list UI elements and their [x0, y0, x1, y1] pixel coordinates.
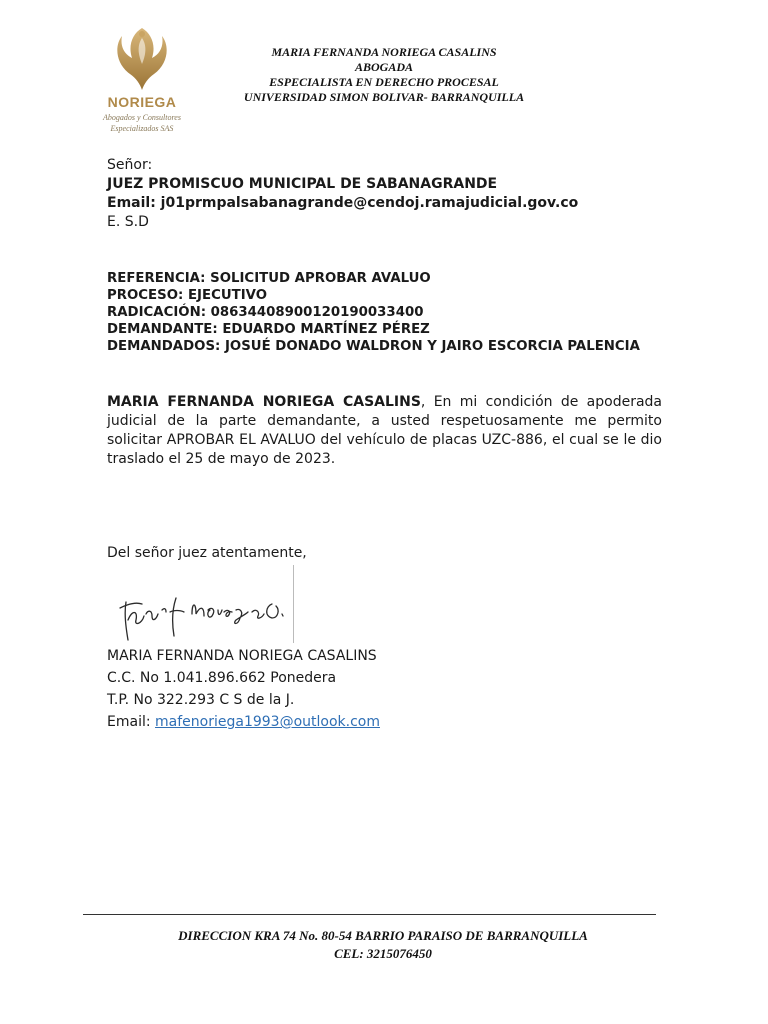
closing-line: Del señor juez atentamente,: [107, 545, 307, 561]
signer-email-line: [107, 711, 662, 733]
phoenix-logo-icon: [110, 24, 174, 92]
reference-defendants: DEMANDADOS: JOSUÉ DONADO WALDRON Y JAIRO ESCORCIA PALENCIA: [107, 339, 640, 354]
body-paragraph: [107, 393, 662, 469]
recipient: JUEZ PROMISCUO MUNICIPAL DE SABANAGRANDE: [107, 176, 498, 192]
firm-logo: [96, 24, 188, 134]
footer-phone: CEL: 3215076450: [334, 946, 432, 961]
reference-block: [107, 270, 662, 355]
body-attorney-name: MARIA FERNANDA NORIEGA CASALINS: [107, 394, 421, 410]
logo-tagline-line-2: Especializados SAS: [110, 124, 174, 133]
reference-process: PROCESO: EJECUTIVO: [107, 288, 268, 303]
letterhead-specialty: ESPECIALISTA EN DERECHO PROCESAL: [269, 75, 499, 89]
reference-filing-number: RADICACIÓN: 08634408900120190033400: [107, 305, 424, 320]
logo-name: NORIEGA: [107, 94, 177, 110]
signer-professional-card: T.P. No 322.293 C S de la J.: [107, 692, 295, 708]
addressee-block: [107, 156, 662, 232]
footer: [83, 927, 683, 963]
reference-plaintiff: DEMANDANTE: EDUARDO MARTÍNEZ PÉREZ: [107, 322, 430, 337]
logo-tagline: [96, 112, 188, 134]
recipient-email: Email: j01prmpalsabanagrande@cendoj.ramajudicial.gov.co: [107, 195, 579, 211]
body-text: , En mi condición de apoderada judicial de la parte demandante, a usted respetuosamente me permito solicitar APROBAR EL AVALUO del vehículo de placas UZC-886, el cual se le dio traslado el 25 de mayo de 2023.: [107, 394, 662, 467]
salutation: Señor:: [107, 157, 153, 173]
signer-email-label: Email:: [107, 714, 156, 730]
reference-subject: REFERENCIA: SOLICITUD APROBAR AVALUO: [107, 271, 431, 286]
letterhead-name: MARIA FERNANDA NORIEGA CASALINS: [271, 45, 497, 59]
letterhead-title: ABOGADA: [354, 60, 413, 74]
letterhead: [200, 45, 568, 105]
footer-divider: [83, 914, 656, 915]
handwritten-signature: [112, 580, 312, 650]
letterhead-university: UNIVERSIDAD SIMON BOLIVAR- BARRANQUILLA: [243, 90, 525, 104]
logo-tagline-line-1: Abogados y Consultores: [103, 113, 181, 122]
esd-line: E. S.D: [107, 214, 149, 230]
footer-address: DIRECCION KRA 74 No. 80-54 BARRIO PARAISO DE BARRANQUILLA: [178, 928, 588, 943]
signer-name: MARIA FERNANDA NORIEGA CASALINS: [107, 648, 377, 664]
signer-id-number: C.C. No 1.041.896.662 Ponedera: [107, 670, 337, 686]
signer-block: [107, 645, 662, 733]
signature-divider: [293, 565, 294, 643]
signer-email-link[interactable]: mafenoriega1993@outlook.com: [155, 714, 380, 730]
